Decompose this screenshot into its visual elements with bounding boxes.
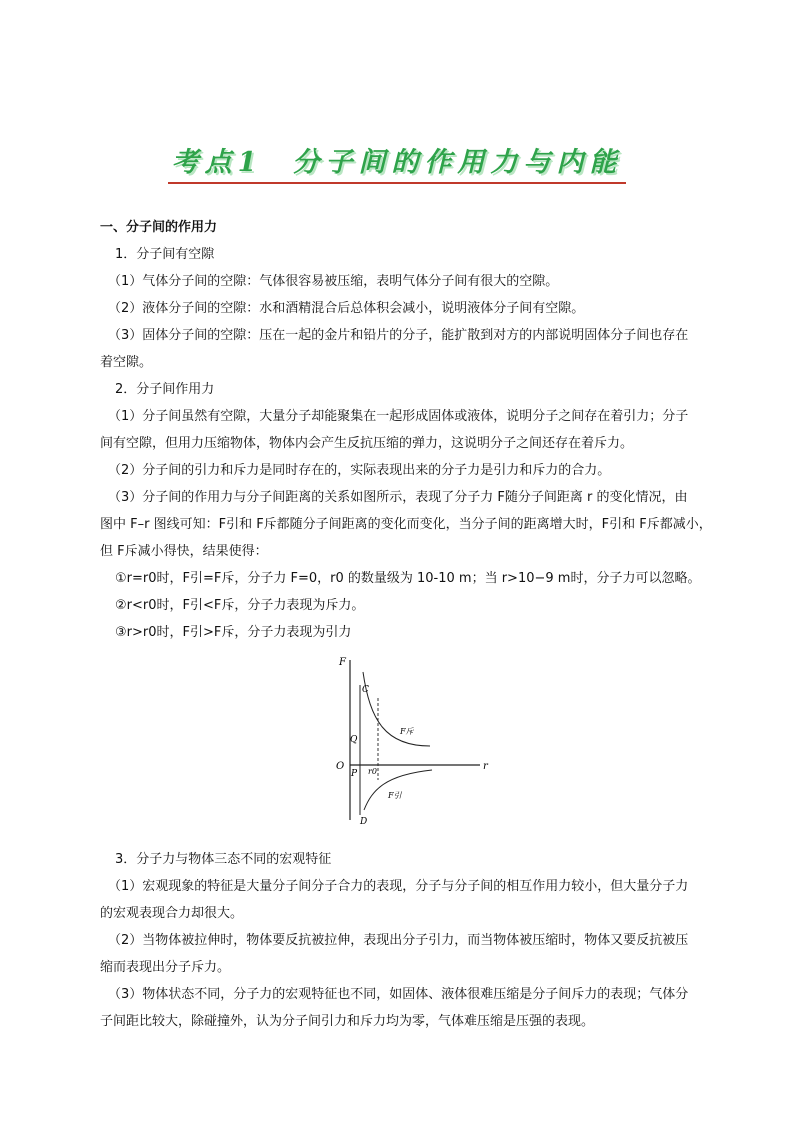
case-3: ③r>r0时，F引>F斥，分子力表现为引力 [115, 625, 352, 640]
f-att-label: F引 [388, 791, 402, 800]
sub3-heading: 3．分子力与物体三态不同的宏观特征 [115, 852, 332, 867]
section-heading: 一、分子间的作用力 [100, 220, 218, 235]
force-graph [320, 650, 490, 830]
sub2-p3b: 图中 F–r 图线可知：F引和 F斥都随分子间距离的变化而变化，当分子间的距离增大时，F引和 F斥都减小， [100, 517, 712, 532]
origin-label: O [336, 761, 345, 772]
page-title [0, 140, 794, 184]
sub1-item-3: （3）固体分子间的空隙：压在一起的金片和铅片的分子，能扩散到对方的内部说明固体分子间也存在 [108, 328, 689, 343]
sub2-p3c: 但 F斥减小得快，结果使得： [100, 544, 268, 559]
y-axis-label: F [339, 657, 346, 668]
sub2-heading: 2．分子间作用力 [115, 382, 215, 397]
x-axis-label: r [483, 761, 488, 772]
point-c-label: C [362, 685, 369, 695]
sub1-item-3-cont: 着空隙。 [100, 355, 153, 370]
title-part1: 考点1 [171, 147, 263, 178]
case-1: ①r=r0时，F引=F斥，分子力 F=0，r0 的数量级为 10-10 m；当 r>10−9 m时，分子力可以忽略。 [115, 571, 701, 586]
sub3-p1a: （1）宏观现象的特征是大量分子间分子合力的表现，分子与分子间的相互作用力较小，但大量分子力 [108, 879, 689, 894]
sub1-heading: 1．分子间有空隙 [115, 247, 215, 262]
sub2-p1b: 间有空隙，但用力压缩物体，物体内会产生反抗压缩的弹力，这说明分子之间还存在着斥力。 [100, 436, 634, 451]
sub3-p3a: （3）物体状态不同，分子力的宏观特征也不同，如固体、液体很难压缩是分子间斥力的表现；气体分 [108, 987, 689, 1002]
attraction-curve [364, 770, 432, 810]
sub2-p1a: （1）分子间虽然有空隙，大量分子却能聚集在一起形成固体或液体，说明分子之间存在着引力；分子 [108, 409, 689, 424]
sub2-p3a: （3）分子间的作用力与分子间距离的关系如图所示，表现了分子力 F随分子间距离 r 的变化情况，由 [108, 490, 688, 505]
sub3-p2b: 缩而表现出分子斥力。 [100, 960, 231, 975]
case-2: ②r<r0时，F引<F斥，分子力表现为斥力。 [115, 598, 365, 613]
document-body [100, 214, 720, 1035]
f-rep-label: F斥 [400, 727, 414, 736]
sub3-p2a: （2）当物体被拉伸时，物体要反抗被拉伸，表现出分子引力，而当物体被压缩时，物体又要反抗被压 [108, 933, 689, 948]
sub3-p3b: 子间距比较大，除碰撞外，认为分子间引力和斥力均为零，气体难压缩是压强的表现。 [100, 1014, 595, 1029]
sub2-p2: （2）分子间的引力和斥力是同时存在的，实际表现出来的分子力是引力和斥力的合力。 [108, 463, 611, 478]
r0-label: r0 [368, 767, 377, 776]
point-p-label: P [351, 769, 358, 779]
sub1-item-2: （2）液体分子间的空隙：水和酒精混合后总体积会减小，说明液体分子间有空隙。 [108, 301, 585, 316]
point-q-label: Q [350, 735, 358, 745]
sub1-item-1: （1）气体分子间的空隙：气体很容易被压缩，表明气体分子间有很大的空隙。 [108, 274, 559, 289]
point-d-label: D [360, 817, 368, 827]
repulsion-curve [363, 672, 430, 746]
force-distance-figure [100, 650, 720, 840]
title-part2: 分子间的作用力与内能 [292, 147, 623, 178]
sub3-p1b: 的宏观表现合力却很大。 [100, 906, 244, 921]
